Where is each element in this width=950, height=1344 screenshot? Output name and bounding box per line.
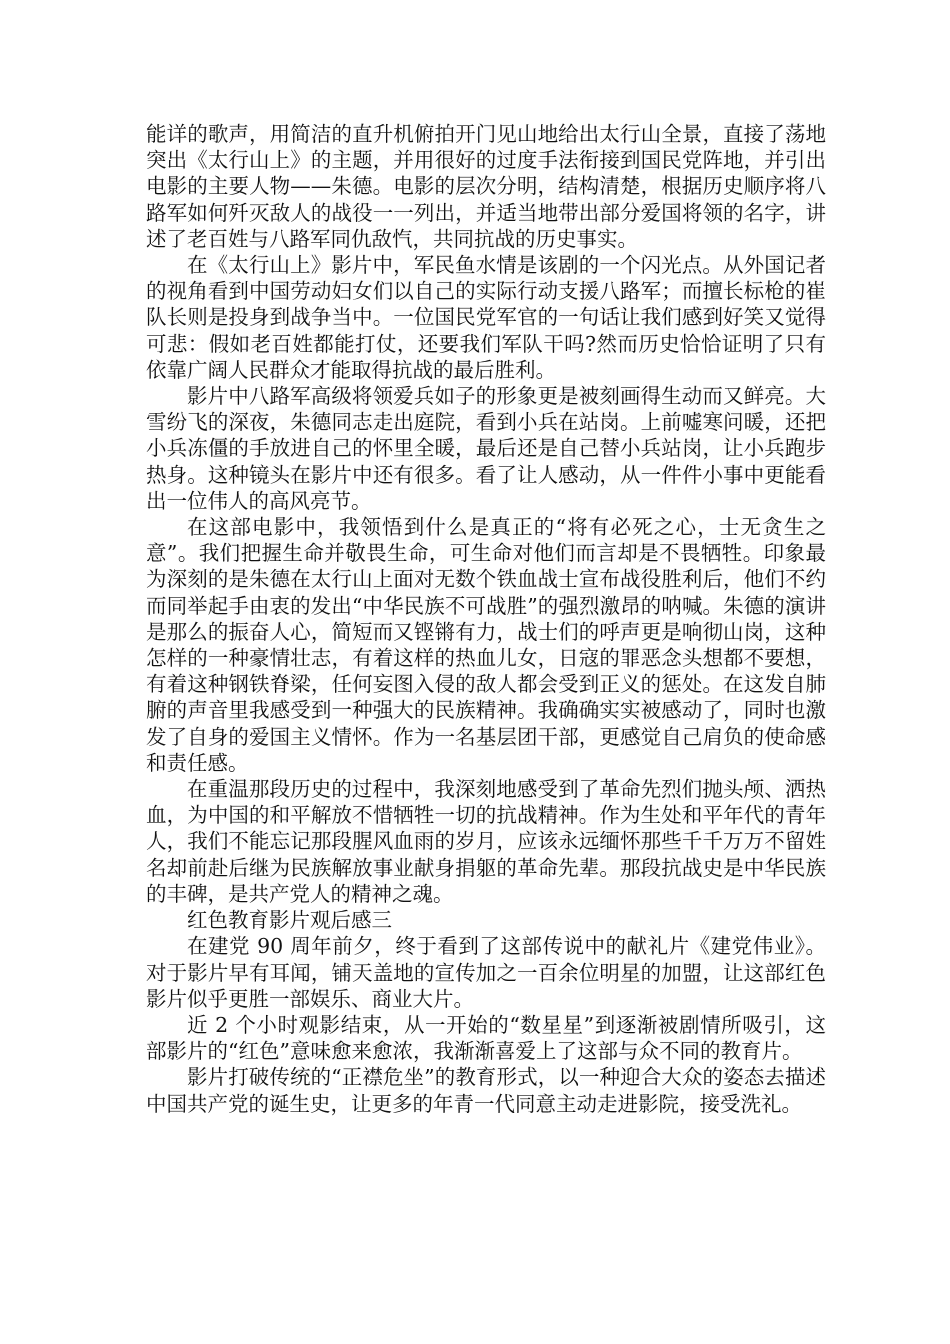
section-heading: 红色教育影片观后感三 [187, 908, 392, 933]
paragraph-1: 能详的歌声，用简洁的直升机俯拍开门见山地给出太行山全景，直接了荡地突出《太行山上》的主题，并用很好的过度手法衔接到国民党阵地，并引出电影的主要人物——朱德。电影的层次分明，结构清楚，根据历史顺序将八路军如何歼灭敌人的战役一一列出，并适当地带出部分爱国将领的名字，讲述了老百姓与八路军同仇敌忾，共同抗战的历史事实。 [146, 122, 826, 251]
paragraph-4: 在这部电影中，我领悟到什么是真正的“将有必死之心，士无贪生之意”。我们把握生命并敬畏生命，可生命对他们而言却是不畏牺牲。印象最为深刻的是朱德在太行山上面对无数个铁血战士宣布战役胜利后，他们不约而同举起手由衷的发出“中华民族不可战胜”的强烈激昂的呐喊。朱德的演讲是那么的振奋人心，简短而又铿锵有力，战士们的呼声更是响彻山岗，这种怎样的一种豪情壮志，有着这样的热血儿女，日寇的罪恶念头想都不要想，有着这种钢铁脊梁，任何妄图入侵的敌人都会受到正义的惩处。在这发自肺腑的声音里我感受到一种强大的民族精神。我确确实实被感动了，同时也激发了自身的爱国主义情怀。作为一名基层团干部，更感觉自己肩负的使命感和责任感。 [146, 515, 826, 775]
paragraph-3: 影片中八路军高级将领爱兵如子的形象更是被刻画得生动而又鲜亮。大雪纷飞的深夜，朱德同志走出庭院，看到小兵在站岗。上前嘘寒问暖，还把小兵冻僵的手放进自己的怀里全暖，最后还是自己替小兵站岗，让小兵跑步热身。这种镜头在影片中还有很多。看了让人感动，从一件件小事中更能看出一位伟人的高风亮节。 [146, 384, 826, 513]
paragraph-8: 影片打破传统的“正襟危坐”的教育形式，以一种迎合大众的姿态去描述中国共产党的诞生史，让更多的年青一代同意主动走进影院，接受洗礼。 [146, 1065, 826, 1116]
paragraph-2: 在《太行山上》影片中，军民鱼水情是该剧的一个闪光点。从外国记者的视角看到中国劳动妇女们以自己的实际行动支援八路军；而擅长标枪的崔队长则是投身到战争当中。一位国民党军官的一句话让我们感到好笑又觉得可悲：假如老百姓都能打仗，还要我们军队干吗?然而历史恰恰证明了只有依靠广阔人民群众才能取得抗战的最后胜利。 [146, 253, 826, 382]
paragraph-6: 在建党 90 周年前夕，终于看到了这部传说中的献礼片《建党伟业》。对于影片早有耳闻，铺天盖地的宣传加之一百余位明星的加盟，让这部红色影片似乎更胜一部娱乐、商业大片。 [146, 934, 826, 1011]
paragraph-5: 在重温那段历史的过程中，我深刻地感受到了革命先烈们抛头颅、洒热血，为中国的和平解放不惜牺牲一切的抗战精神。作为生处和平年代的青年人，我们不能忘记那段腥风血雨的岁月，应该永远缅怀那些千千万万不留姓名却前赴后继为民族解放事业献身捐躯的革命先辈。那段抗战史是中华民族的丰碑，是共产党人的精神之魂。 [146, 777, 826, 906]
paragraph-7: 近 2 个小时观影结束，从一开始的“数星星”到逐渐被剧情所吸引，这部影片的“红色”意味愈来愈浓，我渐渐喜爱上了这部与众不同的教育片。 [146, 1012, 826, 1064]
document-body [146, 121, 826, 1117]
